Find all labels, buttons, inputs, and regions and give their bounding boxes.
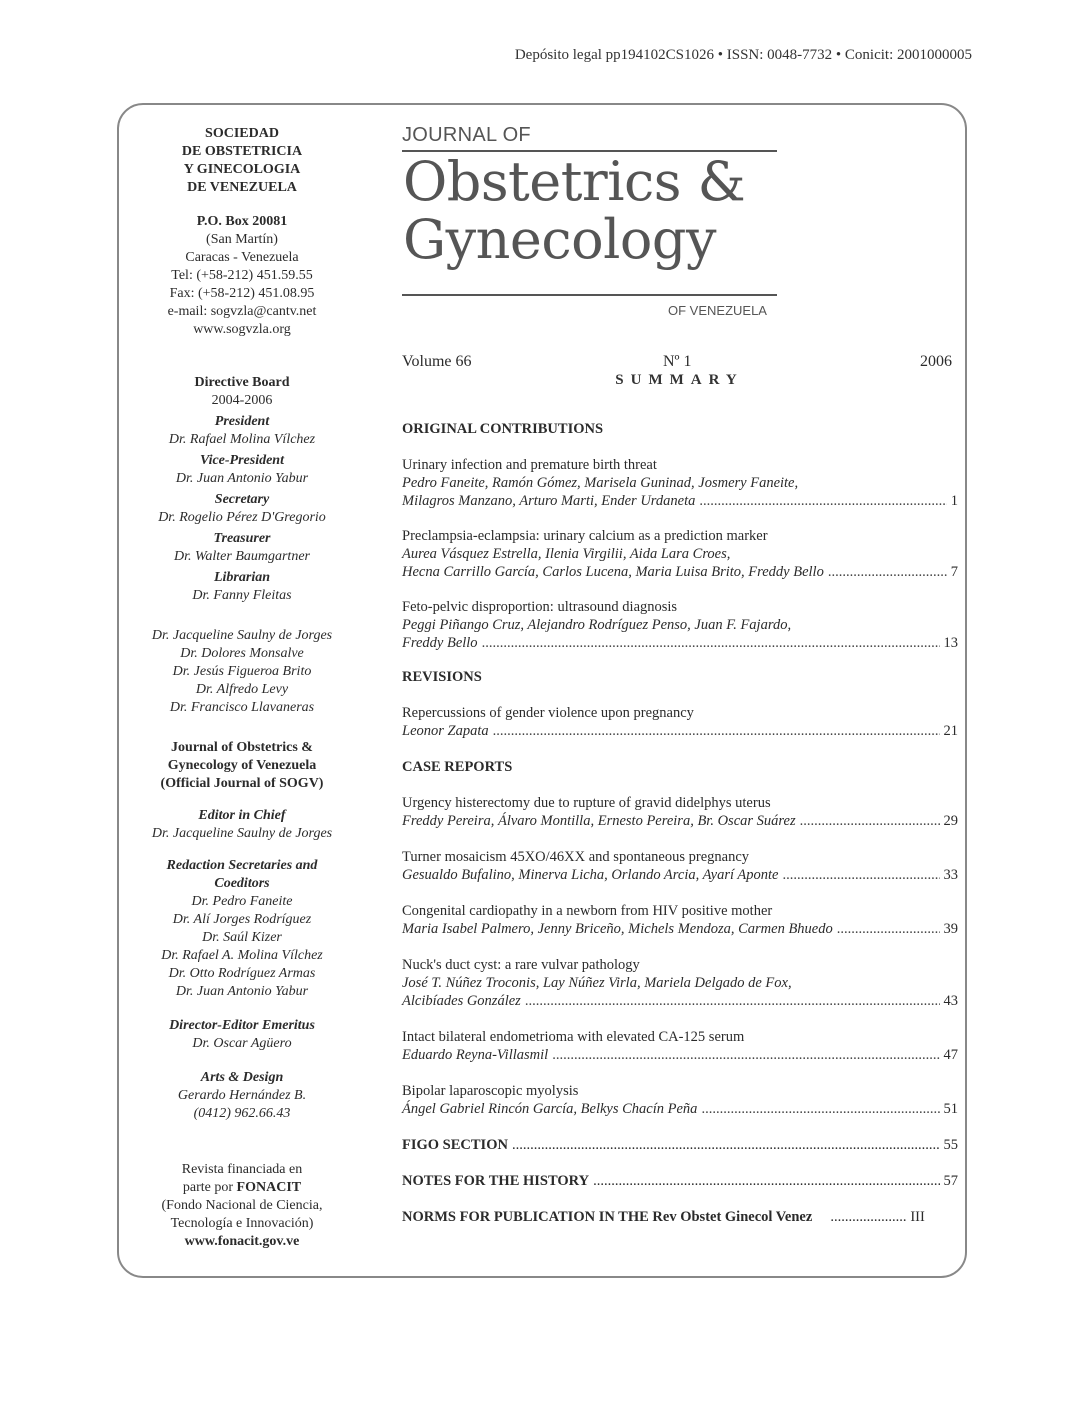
board-years: 2004-2006 bbox=[211, 393, 273, 408]
website-link[interactable]: www.sogvzla.org bbox=[193, 322, 291, 337]
journal-info-line: Gynecology of Venezuela bbox=[167, 758, 317, 773]
role-label: Librarian bbox=[213, 570, 270, 585]
tel-line: Tel: (+58-212) 451.59.55 bbox=[171, 268, 313, 283]
entry-title: Turner mosaicism 45XO/46XX and spontaneous pregnancy bbox=[402, 849, 750, 865]
redaction-role: Coeditors bbox=[214, 876, 270, 891]
entry-page: III bbox=[910, 1209, 925, 1225]
entry-authors: Hecna Carrillo García, Carlos Lucena, Maria Luisa Brito, Freddy Bello bbox=[402, 564, 824, 580]
fonacit-link[interactable]: www.fonacit.gov.ve bbox=[184, 1234, 300, 1249]
editor-role: Editor in Chief bbox=[198, 808, 286, 823]
toc-entry-norms[interactable] bbox=[402, 1208, 958, 1226]
design-phone: (0412) 962.66.43 bbox=[193, 1106, 291, 1121]
po-box: P.O. Box 20081 bbox=[196, 214, 288, 229]
entry-page: 13 bbox=[943, 635, 958, 651]
entry-authors: Eduardo Reyna-Villasmil bbox=[402, 1047, 549, 1063]
funding-line: (Fondo Nacional de Ciencia, bbox=[161, 1198, 323, 1213]
emeritus-role: Director-Editor Emeritus bbox=[169, 1018, 315, 1033]
funding-line: Revista financiada en bbox=[181, 1162, 303, 1177]
board-member: Dr. Dolores Monsalve bbox=[180, 646, 304, 661]
leader-dots bbox=[782, 866, 939, 884]
entry-authors: Maria Isabel Palmero, Jenny Briceño, Michels Mendoza, Carmen Bhuedo bbox=[402, 921, 833, 937]
design-role: Arts & Design bbox=[200, 1070, 284, 1085]
leader-dots bbox=[482, 634, 940, 652]
leader-dots bbox=[593, 1172, 939, 1190]
entry-page: 55 bbox=[943, 1137, 958, 1153]
emeritus-name: Dr. Oscar Agüero bbox=[192, 1036, 292, 1051]
redaction-role: Redaction Secretaries and bbox=[166, 858, 318, 873]
masthead-journal-of: JOURNAL OF bbox=[402, 124, 531, 146]
entry-authors: Pedro Faneite, Ramón Gómez, Marisela Guninad, Josmery Faneite, bbox=[402, 475, 799, 491]
leader-dots bbox=[837, 920, 940, 938]
role-name: Dr. Rogelio Pérez D'Gregorio bbox=[158, 510, 326, 525]
funding-pre: parte por bbox=[182, 1180, 237, 1195]
entry-page: 21 bbox=[943, 723, 958, 739]
role-label: Treasurer bbox=[213, 531, 271, 546]
masthead-title bbox=[403, 150, 746, 271]
redaction-name: Dr. Saúl Kizer bbox=[202, 930, 282, 945]
entry-page: 7 bbox=[950, 564, 958, 580]
journal-info-line: Journal of Obstetrics & bbox=[171, 740, 313, 755]
entry-authors: Peggi Piñango Cruz, Alejandro Rodríguez Penso, Juan F. Fajardo, bbox=[402, 617, 792, 633]
role-name: Dr. Fanny Fleitas bbox=[192, 588, 292, 603]
redaction-name: Dr. Alí Jorges Rodríguez bbox=[172, 912, 312, 927]
entry-authors: Freddy Bello bbox=[402, 635, 478, 651]
role-label: President bbox=[214, 414, 270, 429]
issue-year: 2006 bbox=[920, 353, 952, 370]
address-line: (San Martín) bbox=[206, 232, 278, 247]
leader-dots bbox=[699, 492, 946, 510]
left-column bbox=[130, 125, 354, 1251]
entry-title: Congenital cardiopathy in a newborn from HIV positive mother bbox=[402, 903, 773, 919]
entry-page: 33 bbox=[943, 867, 958, 883]
toc-entry[interactable] bbox=[402, 598, 958, 652]
board-member: Dr. Jesús Figueroa Brito bbox=[172, 664, 312, 679]
board-member: Dr. Jacqueline Saulny de Jorges bbox=[151, 628, 333, 643]
entry-page: 1 bbox=[950, 493, 958, 509]
issue-volume: Volume 66 bbox=[402, 353, 472, 370]
toc-entry[interactable] bbox=[402, 527, 958, 581]
fax-line: Fax: (+58-212) 451.08.95 bbox=[169, 286, 315, 301]
toc-entry[interactable] bbox=[402, 794, 958, 830]
toc-entry[interactable] bbox=[402, 1028, 958, 1064]
entry-authors: Ángel Gabriel Rincón García, Belkys Chacín Peña bbox=[402, 1101, 698, 1117]
society-name-2: DE OBSTETRICIA bbox=[181, 144, 303, 159]
email-link[interactable]: e-mail: sogvzla@cantv.net bbox=[167, 304, 317, 319]
toc-entry-figo[interactable] bbox=[402, 1136, 958, 1154]
section-heading-figo: FIGO SECTION bbox=[402, 1137, 508, 1153]
entry-title: Repercussions of gender violence upon pregnancy bbox=[402, 705, 694, 721]
society-name-1: SOCIEDAD bbox=[205, 126, 279, 141]
board-title: Directive Board bbox=[194, 375, 290, 390]
role-label: Vice-President bbox=[200, 453, 284, 468]
leader-dots bbox=[701, 1100, 939, 1118]
section-heading-norms: NORMS FOR PUBLICATION IN THE Rev Obstet Ginecol Venez bbox=[402, 1209, 813, 1225]
toc-entry[interactable] bbox=[402, 1082, 958, 1118]
entry-authors: Milagros Manzano, Arturo Marti, Ender Urdaneta bbox=[402, 493, 696, 509]
journal-info-line: (Official Journal of SOGV) bbox=[160, 776, 324, 791]
society-name-4: DE VENEZUELA bbox=[187, 180, 297, 195]
entry-page: 29 bbox=[943, 813, 958, 829]
entry-title: Preclampsia-eclampsia: urinary calcium as a prediction marker bbox=[402, 528, 768, 544]
section-heading-revisions: REVISIONS bbox=[402, 669, 482, 685]
leader-dots bbox=[828, 563, 947, 581]
board-member: Dr. Francisco Llavaneras bbox=[169, 700, 315, 715]
leader-dots bbox=[552, 1046, 939, 1064]
redaction-name: Dr. Juan Antonio Yabur bbox=[175, 984, 309, 999]
redaction-name: Dr. Pedro Faneite bbox=[191, 894, 293, 909]
toc-entry[interactable] bbox=[402, 456, 958, 510]
entry-authors: Leonor Zapata bbox=[402, 723, 489, 739]
entry-title: Nuck's duct cyst: a rare vulvar pathology bbox=[402, 957, 640, 973]
funding-line bbox=[130, 1179, 354, 1197]
toc-entry[interactable] bbox=[402, 956, 958, 1010]
entry-authors: Alcibíades González bbox=[402, 993, 521, 1009]
address-line: Caracas - Venezuela bbox=[185, 250, 299, 265]
board-member: Dr. Alfredo Levy bbox=[195, 682, 289, 697]
legal-line: Depósito legal pp194102CS1026 • ISSN: 0048-7732 • Conicit: 2001000005 bbox=[514, 47, 972, 63]
entry-title: Urinary infection and premature birth threat bbox=[402, 457, 657, 473]
summary-title: SUMMARY bbox=[615, 372, 744, 388]
entry-page: 57 bbox=[943, 1173, 958, 1189]
entry-title: Intact bilateral endometrioma with elevated CA-125 serum bbox=[402, 1029, 745, 1045]
toc-entry-notes[interactable] bbox=[402, 1172, 958, 1190]
section-heading-notes: NOTES FOR THE HISTORY bbox=[402, 1173, 590, 1189]
funding-line: Tecnología e Innovación) bbox=[170, 1216, 314, 1231]
entry-authors: Freddy Pereira, Álvaro Montilla, Ernesto Pereira, Br. Oscar Suárez bbox=[402, 813, 796, 829]
entry-page: 51 bbox=[943, 1101, 958, 1117]
masthead-of-venezuela: OF VENEZUELA bbox=[668, 303, 767, 318]
redaction-name: Dr. Otto Rodríguez Armas bbox=[168, 966, 316, 981]
fonacit-label: FONACIT bbox=[236, 1180, 302, 1195]
role-name: Dr. Walter Baumgartner bbox=[174, 549, 310, 564]
society-name-3: Y GINECOLOGIA bbox=[183, 162, 301, 177]
entry-title: Bipolar laparoscopic myolysis bbox=[402, 1083, 579, 1099]
entry-title: Feto-pelvic disproportion: ultrasound diagnosis bbox=[402, 599, 678, 615]
masthead-title-line-1: Obstetrics & bbox=[403, 150, 746, 213]
leader-dots bbox=[830, 1208, 906, 1226]
masthead-title-line-2: Gynecology bbox=[403, 208, 716, 271]
design-name: Gerardo Hernández B. bbox=[177, 1088, 307, 1103]
entry-authors: Aurea Vásquez Estrella, Ilenia Virgilii, Aida Lara Croes, bbox=[402, 546, 731, 562]
issue-number: Nº 1 bbox=[663, 353, 692, 370]
entry-authors: Gesualdo Bufalino, Minerva Licha, Orlando Arcia, Ayarí Aponte bbox=[402, 867, 779, 883]
leader-dots bbox=[525, 992, 940, 1010]
entry-authors: José T. Núñez Troconis, Lay Núñez Virla, Mariela Delgado de Fox, bbox=[402, 975, 792, 991]
entry-title: Urgency histerectomy due to rupture of gravid didelphys uterus bbox=[402, 795, 771, 811]
toc-entry[interactable] bbox=[402, 704, 958, 740]
table-of-contents bbox=[402, 420, 958, 1226]
role-name: Dr. Rafael Molina Vílchez bbox=[168, 432, 316, 447]
leader-dots bbox=[493, 722, 940, 740]
entry-page: 47 bbox=[943, 1047, 958, 1063]
toc-entry[interactable] bbox=[402, 848, 958, 884]
leader-dots bbox=[512, 1136, 940, 1154]
toc-entry[interactable] bbox=[402, 902, 958, 938]
redaction-name: Dr. Rafael A. Molina Vílchez bbox=[161, 948, 323, 963]
role-name: Dr. Juan Antonio Yabur bbox=[175, 471, 309, 486]
section-heading-case-reports: CASE REPORTS bbox=[402, 759, 513, 775]
entry-page: 39 bbox=[943, 921, 958, 937]
editor-name: Dr. Jacqueline Saulny de Jorges bbox=[151, 826, 333, 841]
masthead-rule-bottom bbox=[402, 294, 777, 296]
leader-dots bbox=[800, 812, 940, 830]
role-label: Secretary bbox=[214, 492, 270, 507]
entry-page: 43 bbox=[943, 993, 958, 1009]
section-heading-original: ORIGINAL CONTRIBUTIONS bbox=[402, 421, 604, 437]
